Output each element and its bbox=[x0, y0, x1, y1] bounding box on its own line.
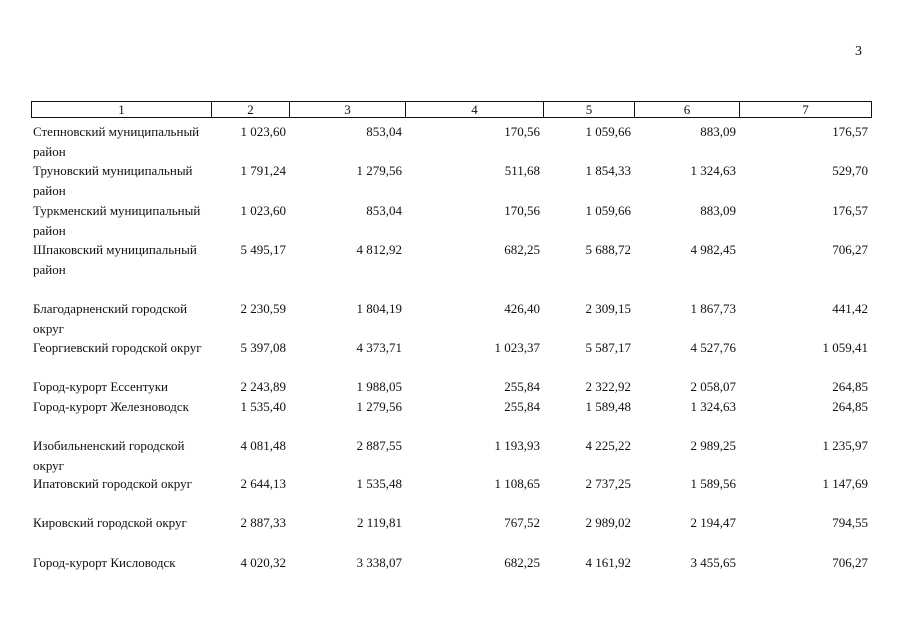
cell-col-6: 2 058,07 bbox=[690, 379, 736, 394]
cell-col-4: 1 108,65 bbox=[494, 476, 540, 491]
cell-col-2: 1 023,60 bbox=[240, 124, 286, 139]
header-col-2: 2 bbox=[212, 102, 290, 117]
cell-col-6: 883,09 bbox=[700, 203, 736, 218]
cell-col-4: 682,25 bbox=[504, 555, 540, 570]
row-name: Шпаковский муниципальный район bbox=[33, 242, 197, 277]
row-name: Город-курорт Железноводск bbox=[33, 399, 189, 414]
row-name: Георгиевский городской округ bbox=[33, 340, 202, 355]
cell-col-5: 2 309,15 bbox=[585, 301, 631, 316]
cell-col-3: 1 988,05 bbox=[356, 379, 402, 394]
cell-col-4: 511,68 bbox=[504, 163, 540, 178]
cell-col-5: 5 587,17 bbox=[585, 340, 631, 355]
cell-col-3: 1 279,56 bbox=[356, 163, 402, 178]
cell-col-3: 2 887,55 bbox=[356, 438, 402, 453]
cell-col-4: 255,84 bbox=[504, 379, 540, 394]
cell-col-2: 2 887,33 bbox=[240, 515, 286, 530]
row-name: Изобильненский городской округ bbox=[33, 438, 185, 473]
cell-col-6: 1 324,63 bbox=[690, 163, 736, 178]
row-name: Благодарненский городской округ bbox=[33, 301, 188, 336]
cell-col-7: 1 059,41 bbox=[822, 340, 868, 355]
cell-col-3: 1 804,19 bbox=[356, 301, 402, 316]
cell-col-5: 1 854,33 bbox=[585, 163, 631, 178]
cell-col-6: 1 589,56 bbox=[690, 476, 736, 491]
cell-col-6: 3 455,65 bbox=[690, 555, 736, 570]
cell-col-4: 170,56 bbox=[504, 203, 540, 218]
cell-col-4: 255,84 bbox=[504, 399, 540, 414]
cell-col-6: 4 982,45 bbox=[690, 242, 736, 257]
cell-col-2: 2 644,13 bbox=[240, 476, 286, 491]
cell-col-6: 1 867,73 bbox=[690, 301, 736, 316]
header-col-6: 6 bbox=[635, 102, 740, 117]
cell-col-4: 767,52 bbox=[504, 515, 540, 530]
cell-col-3: 853,04 bbox=[366, 124, 402, 139]
header-col-3: 3 bbox=[290, 102, 406, 117]
header-col-5: 5 bbox=[544, 102, 635, 117]
row-name: Туркменский муниципальный район bbox=[33, 203, 201, 238]
cell-col-5: 4 225,22 bbox=[585, 438, 631, 453]
cell-col-2: 4 081,48 bbox=[240, 438, 286, 453]
header-col-1: 1 bbox=[32, 102, 212, 117]
cell-col-4: 170,56 bbox=[504, 124, 540, 139]
header-col-4: 4 bbox=[406, 102, 544, 117]
cell-col-7: 441,42 bbox=[832, 301, 868, 316]
row-name: Кировский городской округ bbox=[33, 515, 187, 530]
cell-col-2: 2 230,59 bbox=[240, 301, 286, 316]
cell-col-4: 426,40 bbox=[504, 301, 540, 316]
cell-col-7: 264,85 bbox=[832, 379, 868, 394]
cell-col-6: 2 989,25 bbox=[690, 438, 736, 453]
cell-col-7: 264,85 bbox=[832, 399, 868, 414]
cell-col-3: 4 373,71 bbox=[356, 340, 402, 355]
cell-col-5: 5 688,72 bbox=[585, 242, 631, 257]
cell-col-2: 1 023,60 bbox=[240, 203, 286, 218]
cell-col-5: 1 589,48 bbox=[585, 399, 631, 414]
cell-col-2: 4 020,32 bbox=[240, 555, 286, 570]
cell-col-5: 1 059,66 bbox=[585, 203, 631, 218]
row-name: Степновский муниципальный район bbox=[33, 124, 200, 159]
cell-col-7: 176,57 bbox=[832, 124, 868, 139]
cell-col-5: 2 322,92 bbox=[585, 379, 631, 394]
row-name: Труновский муниципальный район bbox=[33, 163, 193, 198]
row-name: Город-курорт Кисловодск bbox=[33, 555, 176, 570]
cell-col-2: 5 495,17 bbox=[240, 242, 286, 257]
header-col-7: 7 bbox=[802, 102, 809, 117]
cell-col-2: 1 791,24 bbox=[240, 163, 286, 178]
cell-col-7: 794,55 bbox=[832, 515, 868, 530]
cell-col-7: 706,27 bbox=[832, 555, 868, 570]
cell-col-3: 2 119,81 bbox=[356, 515, 402, 530]
cell-col-7: 1 235,97 bbox=[822, 438, 868, 453]
row-name: Ипатовский городской округ bbox=[33, 476, 192, 491]
cell-col-4: 682,25 bbox=[504, 242, 540, 257]
cell-col-3: 1 535,48 bbox=[356, 476, 402, 491]
cell-col-2: 2 243,89 bbox=[240, 379, 286, 394]
cell-col-2: 1 535,40 bbox=[240, 399, 286, 414]
cell-col-7: 706,27 bbox=[832, 242, 868, 257]
cell-col-6: 2 194,47 bbox=[690, 515, 736, 530]
cell-col-6: 4 527,76 bbox=[690, 340, 736, 355]
cell-col-4: 1 193,93 bbox=[494, 438, 540, 453]
cell-col-5: 2 737,25 bbox=[585, 476, 631, 491]
cell-col-3: 4 812,92 bbox=[356, 242, 402, 257]
cell-col-5: 2 989,02 bbox=[585, 515, 631, 530]
row-name: Город-курорт Ессентуки bbox=[33, 379, 168, 394]
cell-col-3: 3 338,07 bbox=[356, 555, 402, 570]
cell-col-7: 176,57 bbox=[832, 203, 868, 218]
cell-col-3: 1 279,56 bbox=[356, 399, 402, 414]
cell-col-5: 4 161,92 bbox=[585, 555, 631, 570]
cell-col-6: 1 324,63 bbox=[690, 399, 736, 414]
cell-col-6: 883,09 bbox=[700, 124, 736, 139]
cell-col-7: 1 147,69 bbox=[822, 476, 868, 491]
cell-col-2: 5 397,08 bbox=[240, 340, 286, 355]
cell-col-4: 1 023,37 bbox=[494, 340, 540, 355]
cell-col-5: 1 059,66 bbox=[585, 124, 631, 139]
table-header bbox=[31, 101, 872, 118]
cell-col-7: 529,70 bbox=[832, 163, 868, 178]
page-number: 3 bbox=[855, 44, 862, 59]
cell-col-3: 853,04 bbox=[366, 203, 402, 218]
